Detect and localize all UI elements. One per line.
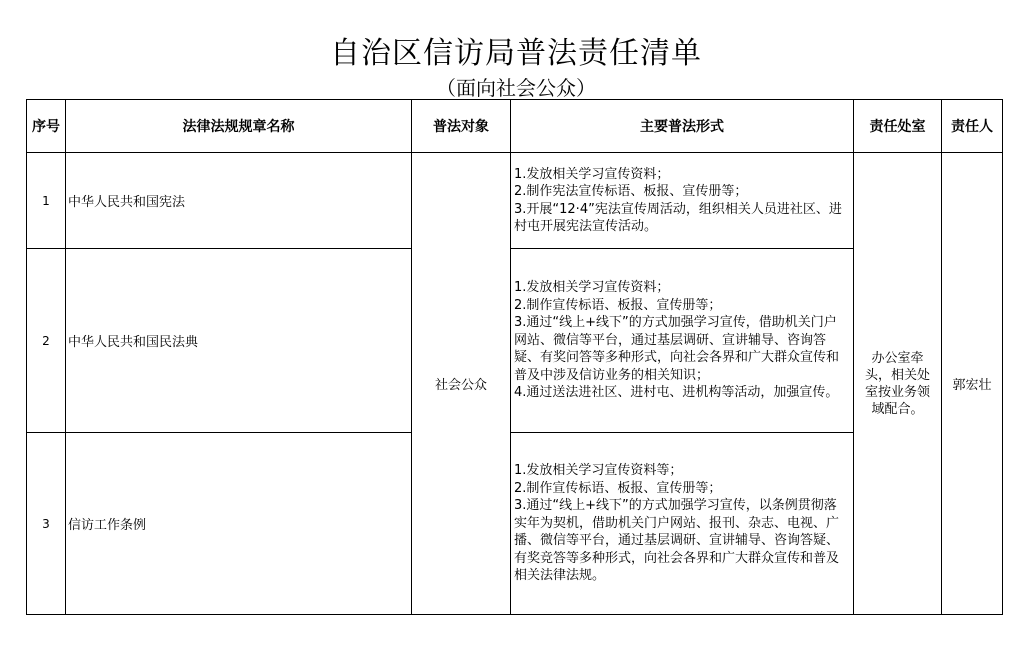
page-subtitle: （面向社会公众） xyxy=(436,76,596,100)
header-law: 法律法规规章名称 xyxy=(66,100,412,153)
row-index: 3 xyxy=(27,433,66,615)
row-law-name: 信访工作条例 xyxy=(66,433,412,615)
row-law-name: 中华人民共和国民法典 xyxy=(66,249,412,433)
row-law-name: 中华人民共和国宪法 xyxy=(66,153,412,249)
row-index: 1 xyxy=(27,153,66,249)
responsible-person-cell: 郭宏壮 xyxy=(942,153,1003,615)
row-promotion-forms: 1.发放相关学习宣传资料； 2.制作宪法宣传标语、板报、宣传册等； 3.开展“12·4”宪法宣传周活动，组织相关人员进社区、进村屯开展宪法宣传活动。 xyxy=(511,153,854,249)
row-promotion-forms: 1.发放相关学习宣传资料； 2.制作宣传标语、板报、宣传册等； 3.通过“线上+线下”的方式加强学习宣传，借助机关门户网站、微信等平台，通过基层调研、宣讲辅导、咨询答疑、有奖问答等多种形式，向社会各界和广大群众宣传和普及中涉及信访业务的相关知识； 4.通过送法进社区、进村屯、进机构等活动，加强宣传。 xyxy=(511,249,854,433)
header-form: 主要普法形式 xyxy=(511,100,854,153)
row-index: 2 xyxy=(27,249,66,433)
table-row xyxy=(27,153,1003,249)
responsible-dept-cell: 办公室牵头，相关处室按业务领域配合。 xyxy=(854,153,942,615)
row-promotion-forms: 1.发放相关学习宣传资料等； 2.制作宣传标语、板报、宣传册等； 3.通过“线上+线下”的方式加强学习宣传，以条例贯彻落实年为契机，借助机关门户网站、报刊、杂志、电视、广播、微信等平台，通过基层调研、宣讲辅导、咨询答疑、有奖竞答等多种形式，向社会各界和广大群众宣传和普及相关法律法规。 xyxy=(511,433,854,615)
page-title: 自治区信访局普法责任清单 xyxy=(330,36,702,71)
header-index: 序号 xyxy=(27,100,66,153)
responsibility-table xyxy=(26,99,1003,615)
target-audience-cell: 社会公众 xyxy=(412,153,511,615)
table-header-row xyxy=(27,100,1003,153)
header-person: 责任人 xyxy=(942,100,1003,153)
header-dept: 责任处室 xyxy=(854,100,942,153)
header-target: 普法对象 xyxy=(412,100,511,153)
